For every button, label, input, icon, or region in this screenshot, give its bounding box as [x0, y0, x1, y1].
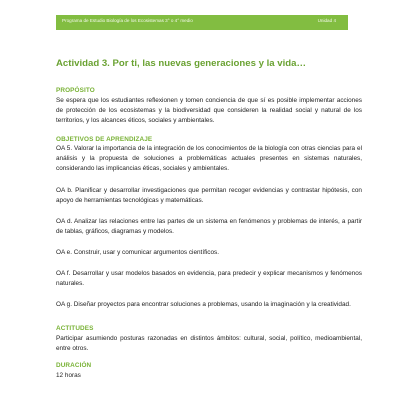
objective-item: OA e. Construir, usar y comunicar argumentos científicos. [56, 248, 220, 256]
duration-section [56, 362, 362, 381]
objectives-section [56, 136, 362, 311]
program-name: Programa de Estudio Biología de los Ecosistemas 3° o 4° medio [62, 18, 193, 23]
attitudes-text: Participar asumiendo posturas razonadas en distintos ámbitos: cultural, social, político, medioambiental, entre otros. [56, 334, 362, 352]
attitudes-heading: ACTITUDES [56, 325, 94, 333]
objective-item: OA d. Analizar las relaciones entre las partes de un sistema en fenómenos y problemas de interés, a partir de tablas, gráficos, diagramas y modelos. [56, 217, 362, 235]
attitudes-section [56, 325, 362, 354]
objective-item: OA g. Diseñar proyectos para encontrar soluciones a problemas, usando la imaginación y la creatividad. [56, 301, 351, 309]
purpose-heading: PROPÓSITO [56, 87, 95, 94]
objective-item: OA b. Planificar y desarrollar investigaciones que permitan recoger evidencias y contrastar hipótesis, con apoyo de herramientas tecnológicas y matemáticas. [56, 186, 362, 204]
objectives-heading: OBJETIVOS DE APRENDIZAJE [56, 135, 153, 143]
header-bar [56, 15, 348, 30]
objective-item: OA 5. Valorar la importancia de la integración de los conocimientos de la biología con otras ciencias para el análisis y la propuesta de soluciones a problemáticas actuales presentes en sistemas naturales, considerando las implicancias éticas, sociales y ambientales. [56, 145, 362, 173]
objective-item: OA f. Desarrollar y usar modelos basados en evidencia, para predecir y explicar mecanismos y fenómenos naturales. [56, 270, 362, 288]
purpose-section [56, 87, 362, 126]
duration-heading: DURACIÓN [56, 362, 92, 369]
unit-label: Unidad 4 [317, 18, 336, 23]
duration-text: 12 horas [56, 371, 81, 379]
main-content [56, 58, 362, 381]
activity-title: Actividad 3. Por ti, las nuevas generaciones y la vida… [56, 58, 307, 69]
purpose-text: Se espera que los estudiantes reflexionen y tomen conciencia de que sí es posible implementar acciones de protección de los ecosistemas y la biodiversidad que consideren la realidad social y natural de los territorios, y los alcances éticos, sociales y ambientales. [56, 96, 362, 124]
